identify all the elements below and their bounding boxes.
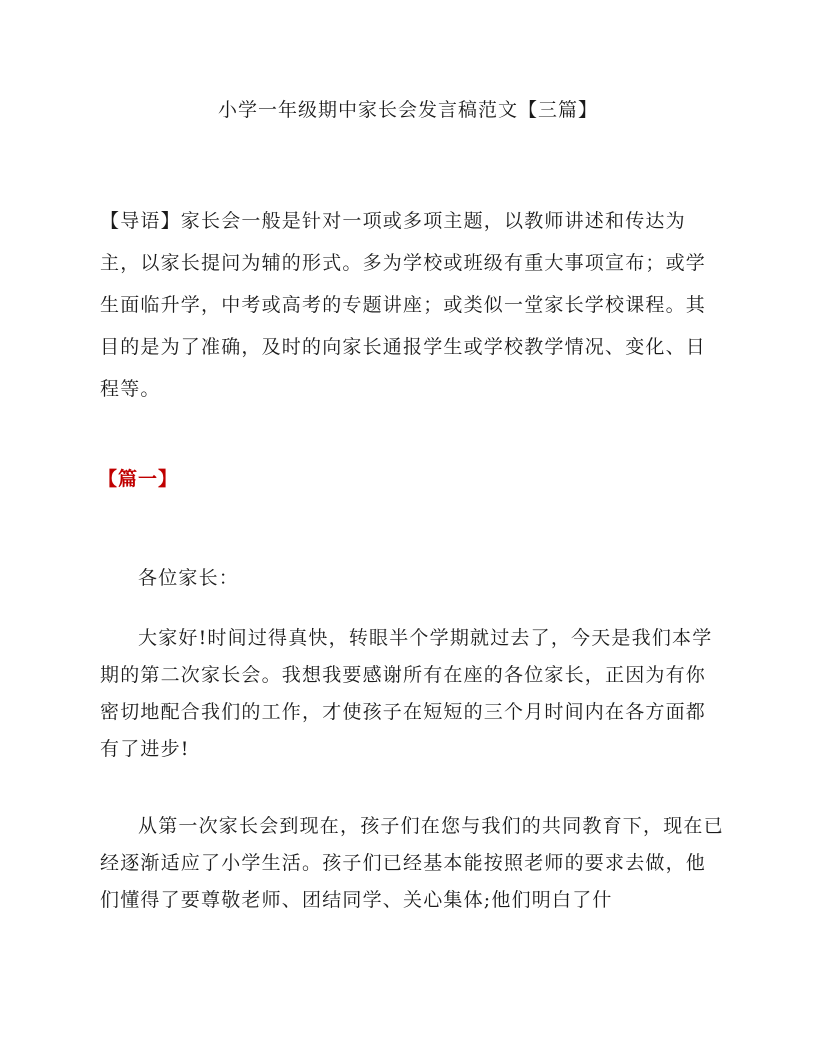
intro-paragraph: 【导语】家长会一般是针对一项或多项主题，以教师讲述和传达为主，以家长提问为辅的形式。多为学校或班级有重大事项宣布；或学生面临升学，中考或高考的专题讲座；或类似一堂家长学校课程。其目的是为了准确，及时的向家长通报学生或学校教学情况、变化、日程等。 [100,210,707,400]
salutation: 各位家长： [138,567,240,589]
body-paragraph: 大家好!时间过得真快，转眼半个学期就过去了，今天是我们本学期的第二次家长会。我想我要感谢所有在座的各位家长，正因为有你密切地配合我们的工作，才使孩子在短短的三个月时间内在各方面都有了进步! [100,627,713,760]
section-heading-part-one: 【篇一】 [98,468,179,490]
body-paragraph: 从第一次家长会到现在，孩子们在您与我们的共同教育下，现在已经逐渐适应了小学生活。孩子们已经基本能按照老师的要求去做，他们懂得了要尊敬老师、团结同学、关心集体;他们明白了什 [100,815,724,911]
document-title: 小学一年级期中家长会发言稿范文【三篇】 [217,99,598,121]
